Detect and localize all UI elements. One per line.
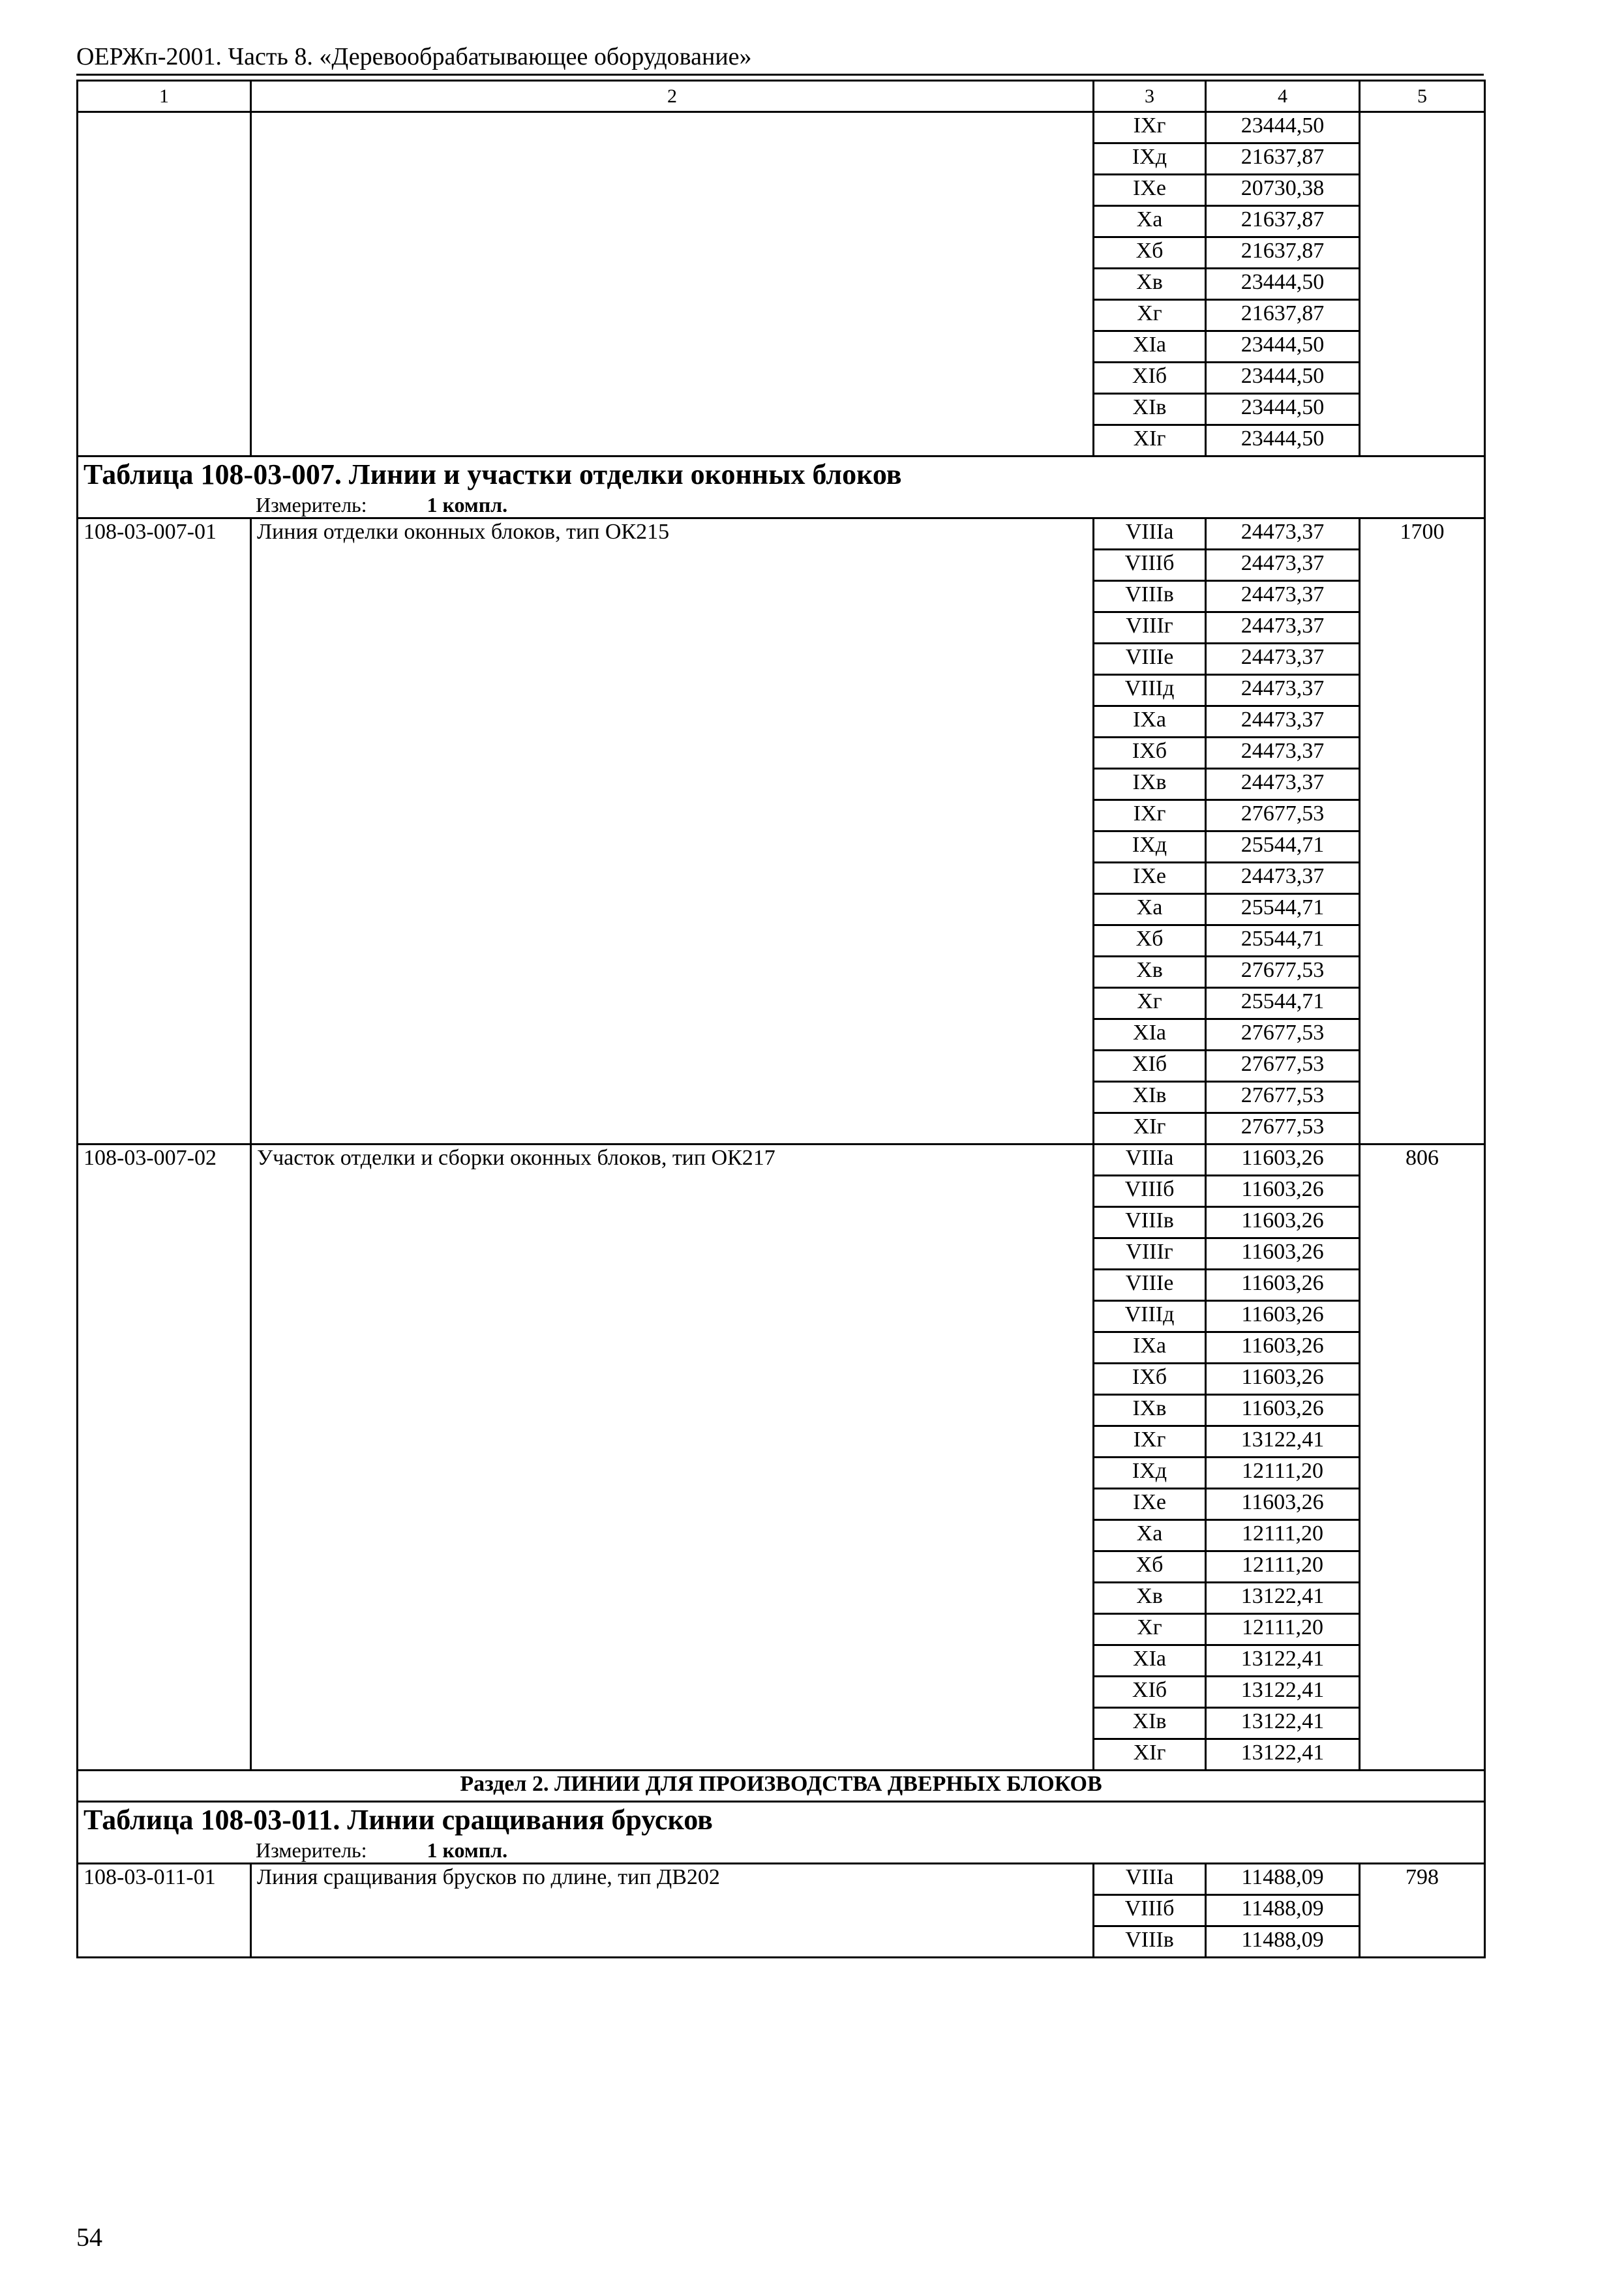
zone-cell: XIв	[1094, 1708, 1206, 1739]
zone-cell: Xв	[1094, 269, 1206, 300]
column-number: 2	[251, 81, 1094, 112]
price-cell: 13122,41	[1206, 1426, 1360, 1458]
zone-cell: VIIIб	[1094, 550, 1206, 581]
price-cell: 27677,53	[1206, 1051, 1360, 1082]
section-heading-row	[78, 1771, 1485, 1802]
zone-cell: VIIIг	[1094, 612, 1206, 644]
zone-cell: IXе	[1094, 863, 1206, 894]
price-cell: 23444,50	[1206, 269, 1360, 300]
price-cell: 11488,09	[1206, 1864, 1360, 1895]
zone-cell: XIг	[1094, 1739, 1206, 1771]
price-cell: 23444,50	[1206, 394, 1360, 425]
zone-cell: XIв	[1094, 1082, 1206, 1113]
price-cell: 21637,87	[1206, 237, 1360, 269]
price-cell: 25544,71	[1206, 925, 1360, 957]
zone-cell: Xб	[1094, 1551, 1206, 1583]
column-number: 4	[1206, 81, 1360, 112]
running-header: ОЕРЖп-2001. Часть 8. «Деревообрабатывающее оборудование»	[76, 43, 752, 70]
price-cell: 21637,87	[1206, 300, 1360, 331]
column-number: 5	[1360, 81, 1485, 112]
price-cell: 11603,26	[1206, 1207, 1360, 1238]
price-cell: 12111,20	[1206, 1520, 1360, 1551]
zone-cell: Xа	[1094, 894, 1206, 925]
price-cell: 27677,53	[1206, 957, 1360, 988]
table-row	[78, 1864, 1485, 1895]
section-title: Раздел 2. ЛИНИИ ДЛЯ ПРОИЗВОДСТВА ДВЕРНЫХ БЛОКОВ	[78, 1771, 1485, 1802]
price-cell: 27677,53	[1206, 800, 1360, 831]
meter-value: 1 компл.	[427, 493, 508, 516]
price-cell: 23444,50	[1206, 363, 1360, 394]
zone-cell: VIIIе	[1094, 644, 1206, 675]
zone-cell: XIг	[1094, 425, 1206, 456]
price-cell: 27677,53	[1206, 1113, 1360, 1144]
table-row	[78, 112, 1485, 143]
zone-cell: IXг	[1094, 1426, 1206, 1458]
price-cell: 23444,50	[1206, 331, 1360, 363]
header-rule	[76, 74, 1484, 76]
table-row	[78, 1144, 1485, 1176]
table-heading-row	[78, 456, 1485, 518]
zone-cell: VIIIб	[1094, 1176, 1206, 1207]
price-cell: 11603,26	[1206, 1270, 1360, 1301]
price-cell: 21637,87	[1206, 206, 1360, 237]
price-cell: 24473,37	[1206, 863, 1360, 894]
zone-cell: XIг	[1094, 1113, 1206, 1144]
item-code-cell	[78, 112, 251, 456]
zone-cell: IXа	[1094, 1332, 1206, 1364]
zone-cell: IXв	[1094, 1395, 1206, 1426]
price-cell: 24473,37	[1206, 706, 1360, 738]
zone-cell: VIIIг	[1094, 1238, 1206, 1270]
column-number: 3	[1094, 81, 1206, 112]
zone-cell: VIIIе	[1094, 1270, 1206, 1301]
wage-cell	[1360, 112, 1485, 456]
zone-cell: Xг	[1094, 300, 1206, 331]
price-cell: 24473,37	[1206, 675, 1360, 706]
price-cell: 11488,09	[1206, 1926, 1360, 1958]
price-cell: 23444,50	[1206, 425, 1360, 456]
price-cell: 20730,38	[1206, 175, 1360, 206]
wage-cell: 806	[1360, 1144, 1485, 1771]
price-cell: 11603,26	[1206, 1332, 1360, 1364]
price-cell: 11603,26	[1206, 1176, 1360, 1207]
price-cell: 11603,26	[1206, 1144, 1360, 1176]
table-row	[78, 518, 1485, 550]
meter-label: Измеритель:	[256, 1838, 367, 1862]
zone-cell: Xа	[1094, 1520, 1206, 1551]
item-name-cell	[251, 112, 1094, 456]
price-cell: 21637,87	[1206, 143, 1360, 175]
zone-cell: IXд	[1094, 143, 1206, 175]
zone-cell: VIIIв	[1094, 1207, 1206, 1238]
price-cell: 24473,37	[1206, 769, 1360, 800]
price-table-body	[78, 81, 1485, 1958]
price-cell: 12111,20	[1206, 1551, 1360, 1583]
price-cell: 25544,71	[1206, 831, 1360, 863]
meter-line	[83, 492, 1479, 517]
price-cell: 11603,26	[1206, 1301, 1360, 1332]
zone-cell: VIIIд	[1094, 1301, 1206, 1332]
zone-cell: IXг	[1094, 800, 1206, 831]
price-cell: 12111,20	[1206, 1458, 1360, 1489]
price-cell: 24473,37	[1206, 644, 1360, 675]
price-cell: 23444,50	[1206, 112, 1360, 143]
item-name-cell: Участок отделки и сборки оконных блоков, тип ОК217	[251, 1144, 1094, 1771]
item-code-cell: 108-03-011-01	[78, 1864, 251, 1958]
price-cell: 24473,37	[1206, 738, 1360, 769]
price-cell: 13122,41	[1206, 1708, 1360, 1739]
table-heading	[78, 1802, 1485, 1864]
page-number: 54	[76, 2222, 102, 2252]
wage-cell: 798	[1360, 1864, 1485, 1958]
zone-cell: VIIIа	[1094, 1144, 1206, 1176]
zone-cell: VIIIд	[1094, 675, 1206, 706]
item-code-cell: 108-03-007-01	[78, 518, 251, 1144]
zone-cell: IXг	[1094, 112, 1206, 143]
meter-value: 1 компл.	[427, 1838, 508, 1862]
zone-cell: Xа	[1094, 206, 1206, 237]
item-name-cell: Линия отделки оконных блоков, тип ОК215	[251, 518, 1094, 1144]
price-cell: 24473,37	[1206, 581, 1360, 612]
zone-cell: XIа	[1094, 1645, 1206, 1677]
zone-cell: Xв	[1094, 957, 1206, 988]
price-cell: 13122,41	[1206, 1645, 1360, 1677]
price-cell: 25544,71	[1206, 894, 1360, 925]
zone-cell: IXб	[1094, 1364, 1206, 1395]
zone-cell: XIб	[1094, 363, 1206, 394]
price-cell: 27677,53	[1206, 1019, 1360, 1051]
zone-cell: IXв	[1094, 769, 1206, 800]
meter-line	[83, 1838, 1479, 1863]
price-cell: 24473,37	[1206, 612, 1360, 644]
zone-cell: XIа	[1094, 1019, 1206, 1051]
price-cell: 11603,26	[1206, 1364, 1360, 1395]
price-cell: 13122,41	[1206, 1677, 1360, 1708]
zone-cell: IXб	[1094, 738, 1206, 769]
meter-label: Измеритель:	[256, 493, 367, 516]
zone-cell: Xб	[1094, 237, 1206, 269]
zone-cell: IXе	[1094, 175, 1206, 206]
price-cell: 11603,26	[1206, 1489, 1360, 1520]
item-name-cell: Линия сращивания брусков по длине, тип ДВ202	[251, 1864, 1094, 1958]
zone-cell: VIIIа	[1094, 1864, 1206, 1895]
zone-cell: IXе	[1094, 1489, 1206, 1520]
zone-cell: VIIIа	[1094, 518, 1206, 550]
price-cell: 11603,26	[1206, 1395, 1360, 1426]
wage-cell: 1700	[1360, 518, 1485, 1144]
column-number: 1	[78, 81, 251, 112]
price-cell: 25544,71	[1206, 988, 1360, 1019]
zone-cell: Xг	[1094, 988, 1206, 1019]
zone-cell: IXд	[1094, 1458, 1206, 1489]
price-cell: 13122,41	[1206, 1583, 1360, 1614]
zone-cell: VIIIв	[1094, 1926, 1206, 1958]
zone-cell: Xв	[1094, 1583, 1206, 1614]
zone-cell: XIб	[1094, 1677, 1206, 1708]
column-number-row	[78, 81, 1485, 112]
zone-cell: VIIIв	[1094, 581, 1206, 612]
table-heading-row	[78, 1802, 1485, 1864]
price-table	[76, 80, 1486, 1958]
price-cell: 11603,26	[1206, 1238, 1360, 1270]
zone-cell: Xг	[1094, 1614, 1206, 1645]
price-cell: 13122,41	[1206, 1739, 1360, 1771]
price-cell: 24473,37	[1206, 518, 1360, 550]
table-title: Таблица 108-03-007. Линии и участки отделки оконных блоков	[83, 458, 902, 490]
price-cell: 11488,09	[1206, 1895, 1360, 1926]
zone-cell: XIв	[1094, 394, 1206, 425]
zone-cell: IXд	[1094, 831, 1206, 863]
price-cell: 12111,20	[1206, 1614, 1360, 1645]
price-cell: 27677,53	[1206, 1082, 1360, 1113]
item-code-cell: 108-03-007-02	[78, 1144, 251, 1771]
zone-cell: IXа	[1094, 706, 1206, 738]
zone-cell: Xб	[1094, 925, 1206, 957]
zone-cell: XIа	[1094, 331, 1206, 363]
table-title: Таблица 108-03-011. Линии сращивания брусков	[83, 1804, 713, 1836]
table-heading	[78, 456, 1485, 518]
zone-cell: XIб	[1094, 1051, 1206, 1082]
zone-cell: VIIIб	[1094, 1895, 1206, 1926]
price-cell: 24473,37	[1206, 550, 1360, 581]
